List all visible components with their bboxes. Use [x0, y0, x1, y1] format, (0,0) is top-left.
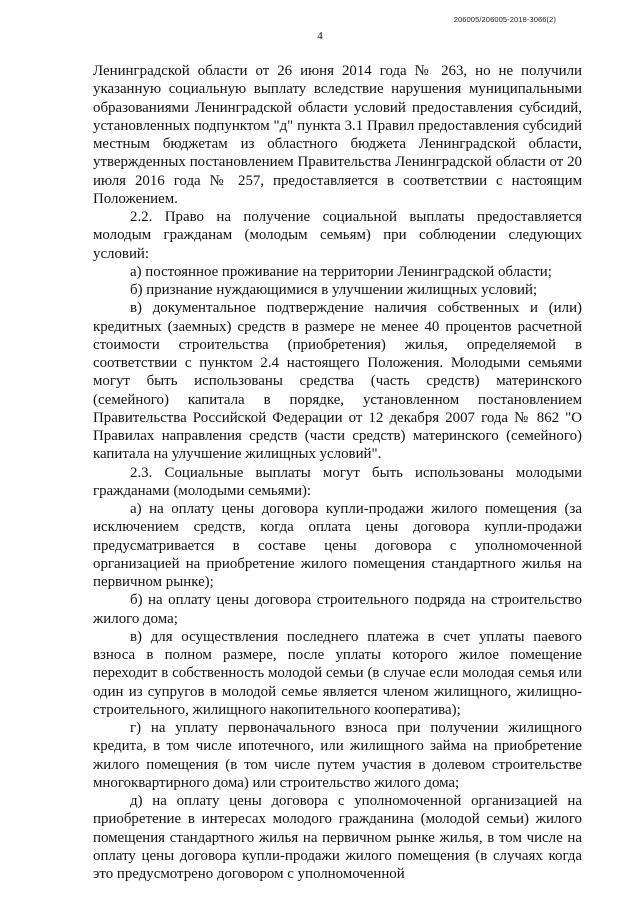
paragraph-2-3-b: б) на оплату цены договора строительного подряда на строительство жилого дома; [93, 592, 582, 627]
paragraph-2-3-g: г) на уплату первоначального взноса при получении жилищного кредита, в том числе ипотечного, или жилищного займа на приобретение жилого помещения (в том числе путем участия в долевом строительстве многоквартирного дома) или строительство жилого дома; [93, 720, 582, 791]
paragraph-2-2-b: б) признание нуждающимися в улучшении жилищных условий; [130, 282, 538, 298]
page-number: 4 [317, 30, 323, 42]
document-id: 206005/206005-2018-3066(2) [453, 15, 556, 24]
paragraph-2-3-v: в) для осуществления последнего платежа в счет уплаты паевого взноса в полном размере, после уплаты которого жилое помещение переходит в собственность молодой семьи (в случае если молодая семья или один из супругов в молодой семье является членом жилищного, жилищно-строительного, жилищного накопительного кооператива); [93, 628, 582, 718]
paragraph-2-2: 2.2. Право на получение социальной выплаты предоставляется молодым гражданам (молодым семьям) при соблюдении следующих условий: [93, 209, 582, 262]
paragraph-continuation: Ленинградской области от 26 июня 2014 года № 263, но не получили указанную социальную выплату вследствие нарушения муниципальными образованиями Ленинградской области условий предоставления субсидий, установленных подпунктом "д" пункта 3.1 Правил предоставления субсидий местным бюджетам из областного бюджета Ленинградской области, утвержденных постановлением Правительства Ленинградской области от 20 июля 2016 года № 257, предоставляется в соответствии с настоящим Положением. [93, 63, 582, 207]
paragraph-2-2-v: в) документальное подтверждение наличия собственных и (или) кредитных (заемных) средств в размере не менее 40 процентов расчетной стоимости строительства (приобретения) жилья, определяемой в соответствии с пунктом 2.4 настоящего Положения. Молодыми семьями могут быть использованы средства (часть средств) материнского (семейного) капитала в порядке, установленном постановлением Правительства Российской Федерации от 12 декабря 2007 года № 862 "О Правилах направления средств (части средств) материнского (семейного) капитала на улучшение жилищных условий". [93, 300, 582, 463]
paragraph-2-3-d: д) на оплату цены договора с уполномоченной организацией на приобретение в интересах молодого гражданина (молодой семьи) жилого помещения стандартного жилья на первичном рынке жилья, в том числе на оплату цены договора купли-продажи жилого помещения (в случаях когда это предусмотрено договором с уполномоченной [93, 793, 582, 882]
document-body [93, 62, 582, 883]
paragraph-2-3: 2.3. Социальные выплаты могут быть использованы молодыми гражданами (молодыми семьями): [93, 464, 582, 499]
paragraph-2-3-a: а) на оплату цены договора купли-продажи жилого помещения (за исключением средств, когда оплата цены договора купли-продажи предусматривается в составе цены договора с уполномоченной организацией на приобретение жилого помещения стандартного жилья на первичном рынке); [93, 501, 582, 590]
paragraph-2-2-a: а) постоянное проживание на территории Ленинградской области; [130, 263, 552, 280]
